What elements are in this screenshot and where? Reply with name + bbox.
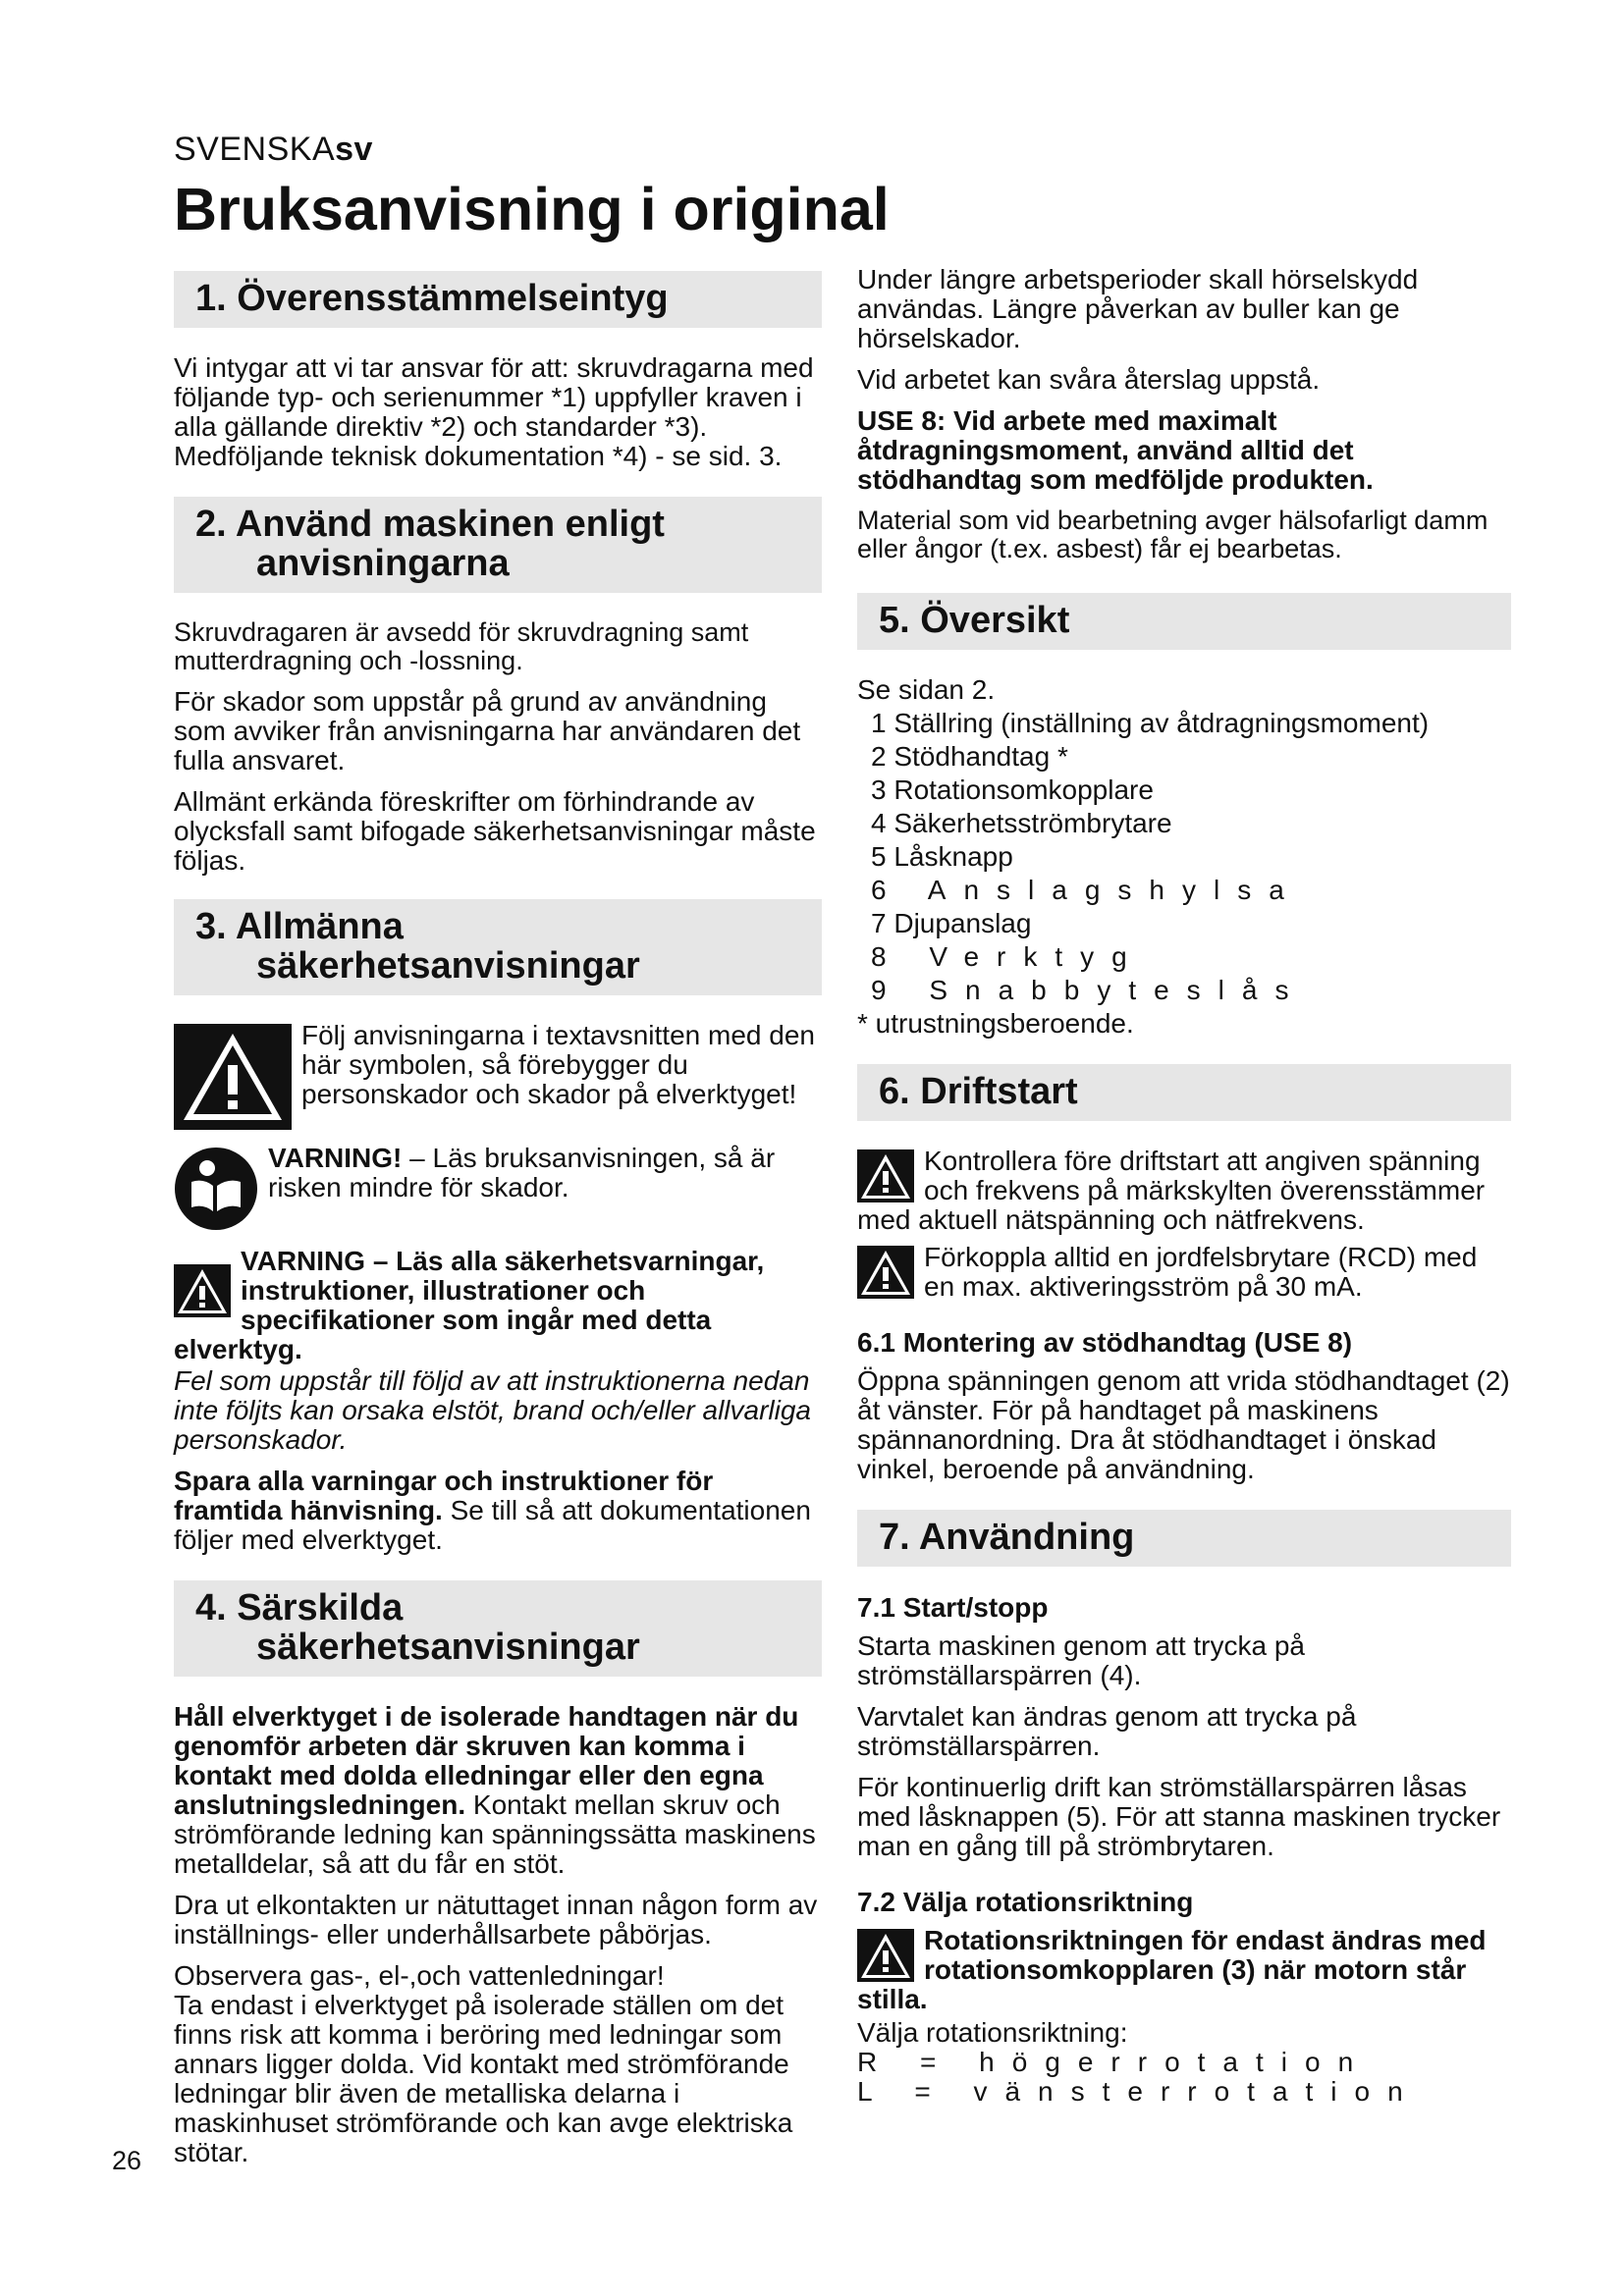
- voltage-warning-block: [857, 1147, 1511, 1235]
- rcd-warning-block: [857, 1243, 1511, 1302]
- general-warning-block: [174, 1247, 822, 1366]
- section-6-header: [857, 1064, 1511, 1121]
- section-4-para-line1: Observera gas-, el-,och vattenledningar!: [174, 1960, 665, 1991]
- voltage-warning-text: Kontrollera före driftstart att angiven spänning och frekvens på märkskylten överensstämmer med aktuell nätspänning och nätfrekvens.: [857, 1147, 1486, 1235]
- list-item: 8 Verktyg: [871, 941, 1145, 972]
- list-item: 2 Stödhandtag *: [871, 741, 1068, 772]
- list-item: 9 Snabbyteslås: [871, 975, 1307, 1005]
- section-3-title-line1: 3. Allmänna: [195, 906, 404, 947]
- read-manual-icon: [174, 1147, 258, 1231]
- language-code: sv: [335, 131, 373, 168]
- list-item: 4 Säkerhetsströmbrytare: [871, 808, 1172, 838]
- section-3-title-line2: säkerhetsanvisningar: [256, 945, 640, 987]
- section-4-para: Dra ut elkontakten ur nätuttaget innan någon form av inställnings- eller underhållsarbete påbörjas.: [174, 1890, 818, 1949]
- read-manual-text: [174, 1144, 822, 1202]
- section-2-para: För skador som uppstår på grund av användning som avviker från anvisningarna har användaren det fulla ansvaret.: [174, 686, 801, 775]
- right-intro-para: Material som vid bearbetning avger hälsofarligt damm eller ångor (t.ex. asbest) får ej bearbetas.: [857, 506, 1489, 563]
- section-3-title: [195, 907, 800, 986]
- list-item: 1 Ställring (inställning av åtdragningsmoment): [871, 708, 1430, 738]
- section-4-para: [174, 1702, 822, 1879]
- read-manual-block: [174, 1144, 822, 1233]
- section-1-title: 1. Överensstämmelseintyg: [195, 278, 669, 319]
- section-7-title: 7. Användning: [879, 1517, 1135, 1558]
- general-warning-italic: Fel som uppstår till följd av att instruktionerna nedan inte följts kan orsaka elstöt, brand och/eller allvarliga personskador.: [174, 1365, 812, 1455]
- section-1-text: Vi intygar att vi tar ansvar för att: skruvdragarna med följande typ- och serienummer *1) uppfyller kraven i alla gällande direktiv *2) och standarder *3). Medföljande teknisk dokumentation *4) - se sid. 3.: [174, 352, 814, 471]
- overview-note: * utrustningsberoende.: [857, 1008, 1134, 1039]
- warning-triangle-icon: [857, 1929, 914, 1982]
- section-2-para: Skruvdragaren är avsedd för skruvdragning samt mutterdragning och -lossning.: [174, 617, 749, 675]
- section-4-para-rest: Kontakt mellan skruv och strömförande ledning kan spänningssätta maskinens metalldelar, så att du får en stöt.: [174, 1789, 816, 1879]
- section-4-title-line2: säkerhetsanvisningar: [256, 1627, 640, 1668]
- section-5-header: [857, 593, 1511, 650]
- subsection-7-1-para: Varvtalet kan ändras genom att trycka på strömställarspärren.: [857, 1701, 1357, 1761]
- subsection-6-1-text: Öppna spänningen genom att vrida stödhandtaget (2) åt vänster. För på handtaget på maskinens spännanordning. Dra åt stödhandtaget i önskad vinkel, beroende på användning.: [857, 1365, 1510, 1484]
- list-item: 7 Djupanslag: [871, 908, 1032, 938]
- list-item: 3 Rotationsomkopplare: [871, 774, 1154, 805]
- right-column: [857, 265, 1511, 2118]
- use8-warning: USE 8: Vid arbete med maximalt åtdragningsmoment, använd alltid det stödhandtag som medföljde produkten.: [857, 405, 1374, 495]
- section-7-header: [857, 1510, 1511, 1567]
- overview-intro: Se sidan 2.: [857, 674, 996, 705]
- section-4-para-bold: Håll elverktyget i de isolerade handtagen när du genomför arbeten där skruven kan komma i kontakt med dolda elledningar eller den egna anslutningsledningen.: [174, 1701, 799, 1820]
- right-intro-para: Vid arbetet kan svåra återslag uppstå.: [857, 364, 1321, 395]
- language-name: SVENSKA: [174, 131, 336, 168]
- section-3-header: [174, 899, 822, 995]
- general-warning-bold: VARNING – Läs alla säkerhetsvarningar, instruktioner, illustrationer och specifikationer som ingår med detta elverktyg.: [174, 1247, 765, 1364]
- section-1-header: [174, 271, 822, 328]
- right-intro-para: Under längre arbetsperioder skall hörselskydd användas. Längre påverkan av buller kan ge hörselskador.: [857, 264, 1419, 353]
- warning-triangle-icon: [174, 1024, 292, 1130]
- subsection-7-1-para: För kontinuerlig drift kan strömställarspärren låsas med låsknappen (5). För att stanna maskinen trycker man en gång till på strömbrytaren.: [857, 1772, 1501, 1861]
- read-manual-rest: – Läs bruksanvisningen, så är risken mindre för skador.: [268, 1144, 776, 1202]
- section-6-title: 6. Driftstart: [879, 1071, 1078, 1112]
- warning-symbol-block: [174, 1021, 822, 1132]
- save-instructions-rest: Se till så att dokumentationen följer med elverktyget.: [174, 1495, 811, 1555]
- warning-triangle-icon: [857, 1149, 914, 1202]
- page-number: 26: [112, 2146, 142, 2175]
- rotation-right: R = högerrotation: [857, 2047, 1372, 2077]
- rcd-warning-text: Förkoppla alltid en jordfelsbrytare (RCD) med en max. aktiveringsström på 30 mA.: [924, 1243, 1478, 1302]
- section-4-para: Ta endast i elverktyget på isolerade ställen om det finns risk att komma i beröring med ledningar som annars ligger dolda. Vid kontakt med strömförande ledningar blir även de metalliska delarna i maskinhuset strömförande och kan avge elektriska stötar.: [174, 1990, 793, 2167]
- section-2-title-line2: anvisningarna: [256, 543, 510, 584]
- read-manual-bold: VARNING!: [268, 1144, 403, 1173]
- subsection-7-1-title: 7.1 Start/stopp: [857, 1592, 1049, 1623]
- section-4-title: [195, 1588, 800, 1667]
- rotation-left: L = vänsterrotation: [857, 2076, 1421, 2107]
- section-5-title: 5. Översikt: [879, 600, 1070, 641]
- warning-triangle-icon: [857, 1246, 914, 1299]
- language-label: [174, 131, 373, 169]
- rotation-warning-text: Rotationsriktningen för endast ändras med rotationsomkopplaren (3) när motorn står stilla.: [857, 1926, 1487, 2014]
- warning-symbol-text: Följ anvisningarna i textavsnitten med den här symbolen, så förebygger du personskador och skador på elverktyget!: [301, 1021, 815, 1109]
- section-4-title-line1: 4. Särskilda: [195, 1587, 404, 1629]
- overview-list: [857, 675, 1511, 1039]
- save-instructions: [174, 1467, 822, 1555]
- section-2-header: [174, 497, 822, 593]
- subsection-6-1-title: 6.1 Montering av stödhandtag (USE 8): [857, 1327, 1353, 1358]
- page-title: Bruksanvisning i original: [174, 176, 890, 242]
- section-4-header: [174, 1580, 822, 1677]
- left-column: [174, 271, 822, 2179]
- save-instructions-bold: Spara alla varningar och instruktioner för framtida hänvisning.: [174, 1466, 714, 1525]
- list-item: 5 Låsknapp: [871, 841, 1013, 872]
- subsection-7-1-para: Starta maskinen genom att trycka på strömställarspärren (4).: [857, 1630, 1305, 1690]
- subsection-7-2-title: 7.2 Välja rotationsriktning: [857, 1887, 1194, 1917]
- warning-triangle-icon: [174, 1264, 231, 1317]
- section-2-title: [195, 505, 800, 583]
- rotation-intro: Välja rotationsriktning:: [857, 2017, 1128, 2048]
- list-item: 6 Anslagshylsa: [871, 875, 1302, 905]
- section-2-title-line1: 2. Använd maskinen enligt: [195, 504, 665, 545]
- section-4-para: [174, 1961, 822, 1991]
- rotation-warning-block: [857, 1926, 1511, 2014]
- section-2-para: Allmänt erkända föreskrifter om förhindrande av olycksfall samt bifogade säkerhetsanvisningar måste följas.: [174, 786, 816, 876]
